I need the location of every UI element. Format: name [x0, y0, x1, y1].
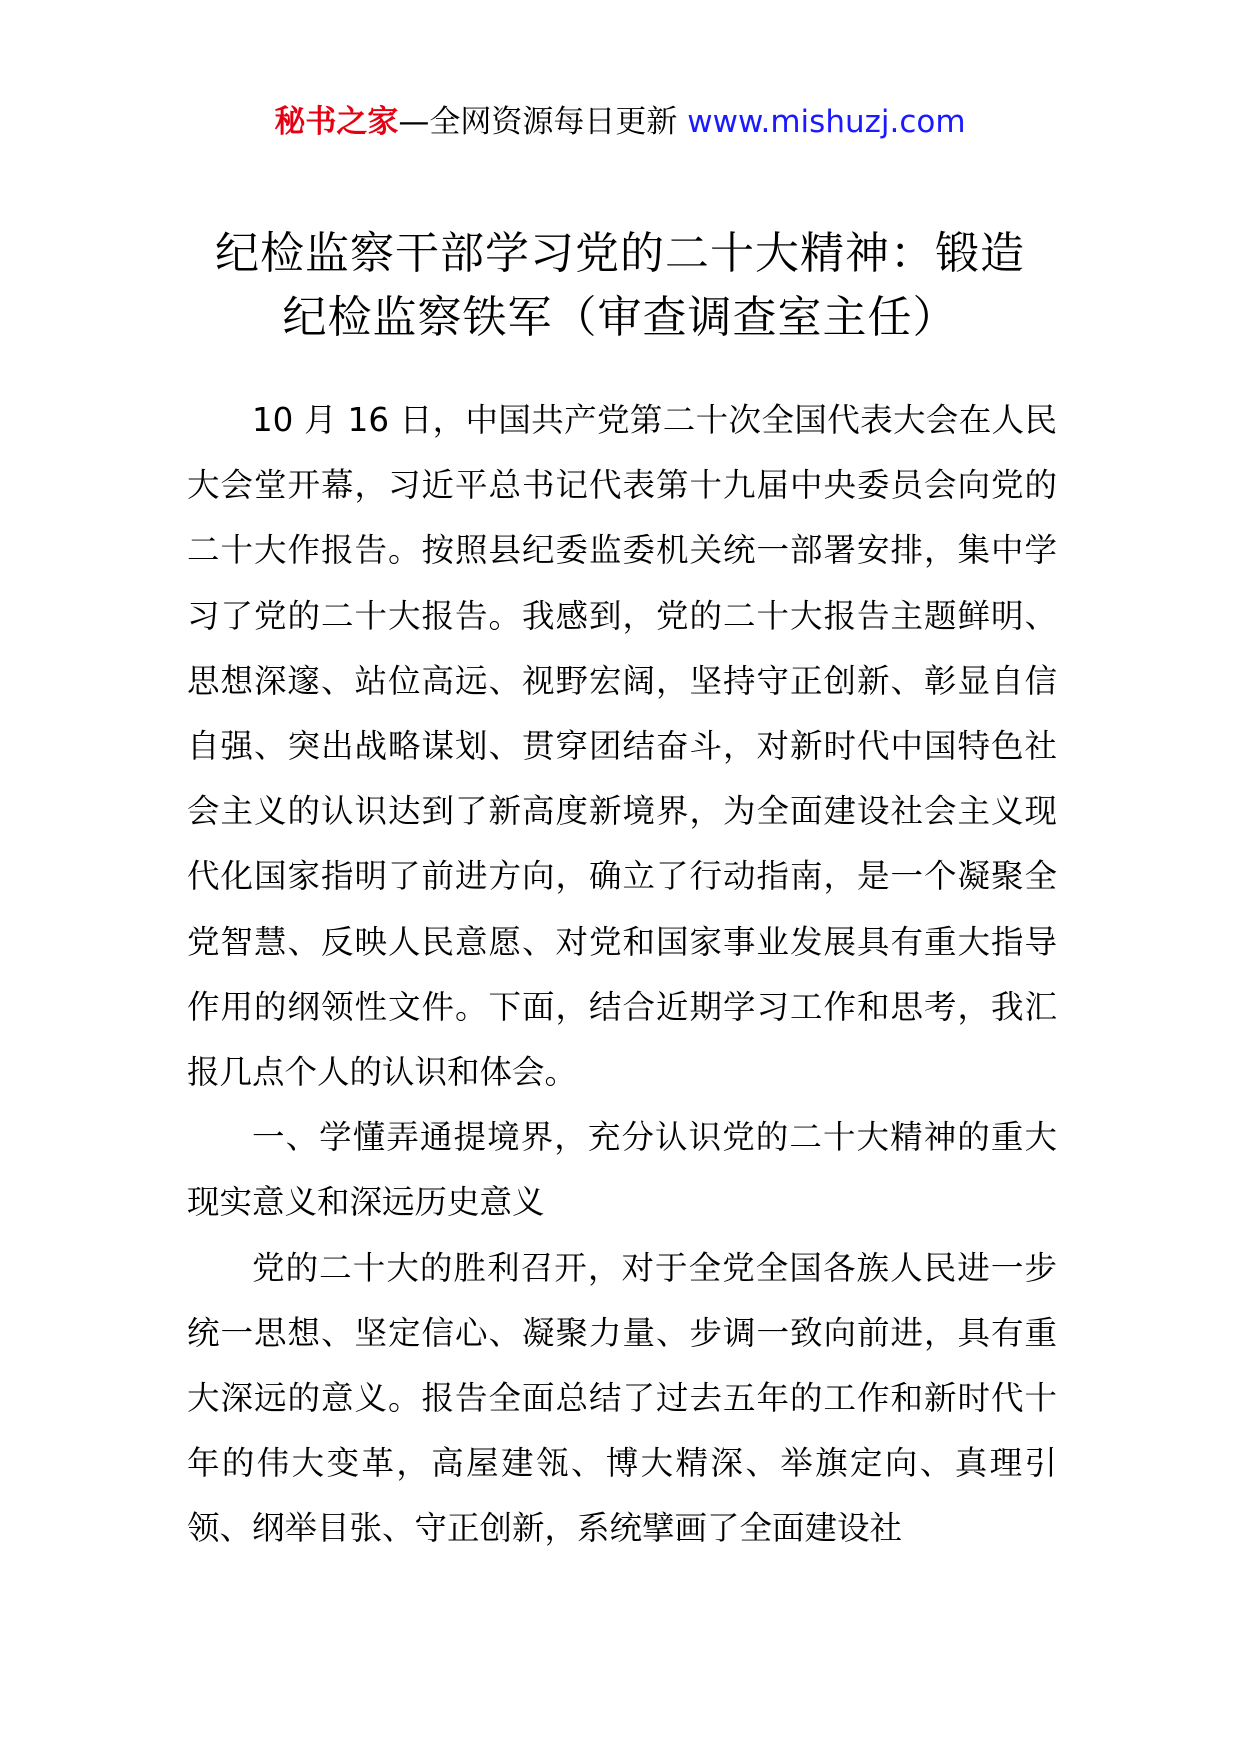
title-line-2: 纪检监察铁军（审查调查室主任）: [282, 292, 958, 343]
section-heading-1: 一、学懂弄通提境界，充分认识党的二十大精神的重大现实意义和深远历史意义: [187, 1118, 1057, 1222]
site-url-link[interactable]: www.mishuzj.com: [687, 104, 966, 140]
brand-name: 秘书之家: [274, 104, 399, 140]
document-body: [187, 388, 1057, 1562]
document-title: [180, 222, 1060, 350]
paragraph-section-1: 党的二十大的胜利召开，对于全党全国各族人民进一步统一思想、坚定信心、凝聚力量、步调一致向前进，具有重大深远的意义。报告全面总结了过去五年的工作和新时代十年的伟大变革，高屋建瓴、博大精深、举旗定向、真理引领、纲举目张、守正创新，系统擘画了全面建设社: [187, 1248, 1057, 1548]
paragraph-intro: 10 月 16 日，中国共产党第二十次全国代表大会在人民大会堂开幕，习近平总书记代表第十九届中央委员会向党的二十大作报告。按照县纪委监委机关统一部署安排，集中学习了党的二十大报告。我感到，党的二十大报告主题鲜明、思想深邃、站位高远、视野宏阔，坚持守正创新、彰显自信自强、突出战略谋划、贯穿团结奋斗，对新时代中国特色社会主义的认识达到了新高度新境界，为全面建设社会主义现代化国家指明了前进方向，确立了行动指南，是一个凝聚全党智慧、反映人民意愿、对党和国家事业发展具有重大指导作用的纲领性文件。下面，结合近期学习工作和思考，我汇报几点个人的认识和体会。: [187, 401, 1057, 1092]
site-header: [0, 102, 1240, 142]
header-slogan: —全网资源每日更新: [398, 104, 688, 140]
title-line-1: 纪检监察干部学习党的二十大精神：锻造: [215, 228, 1025, 279]
